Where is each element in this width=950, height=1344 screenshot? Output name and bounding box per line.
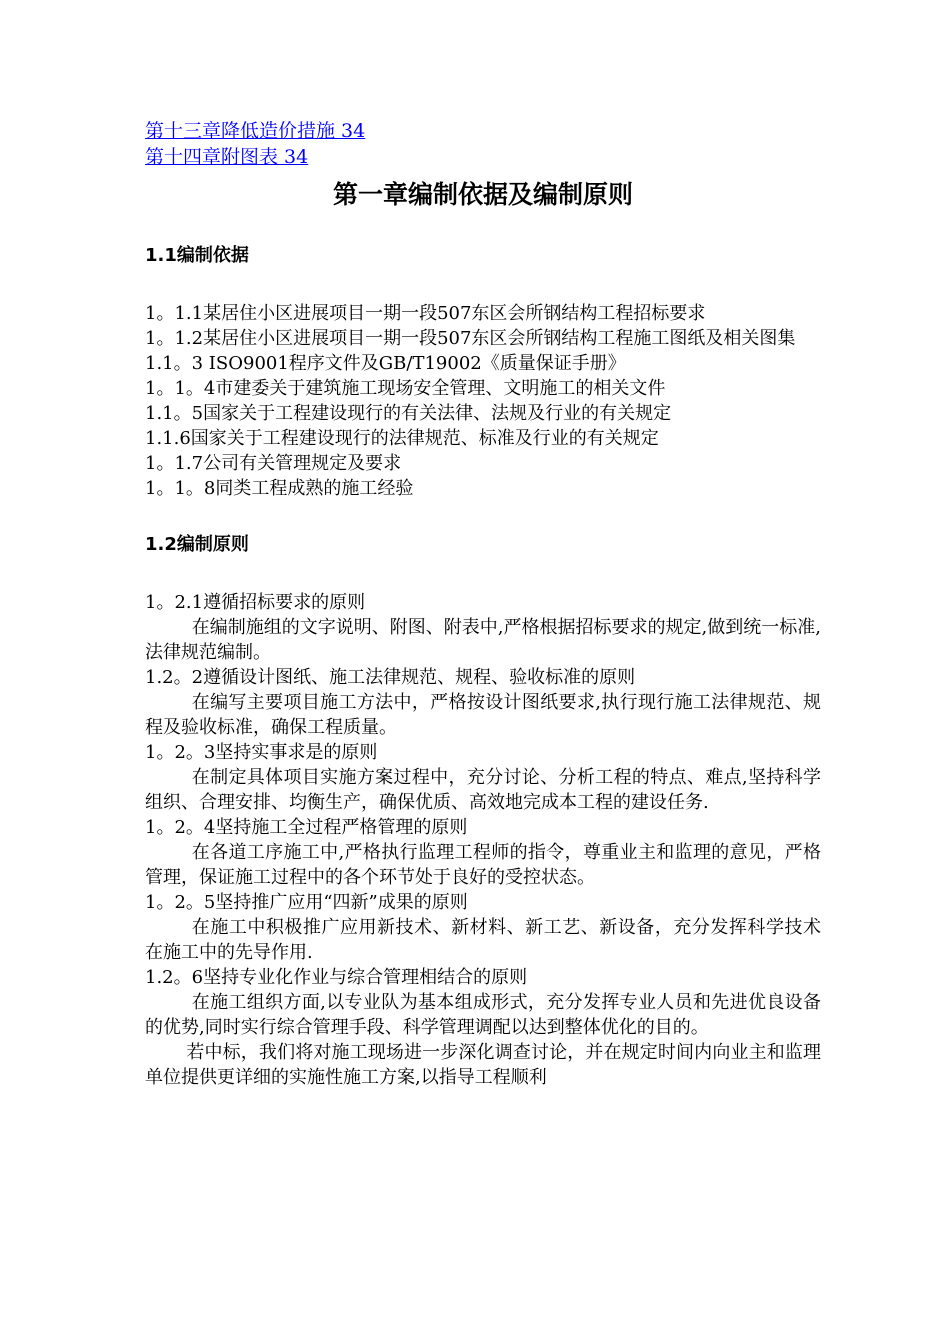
principles-list [145,590,821,1090]
toc-link-chapter-14[interactable]: 第十四章附图表 34 [145,146,309,168]
basis-item: 1。1。8同类工程成熟的施工经验 [145,478,414,499]
principle-title: 1。2。4坚持施工全过程严格管理的原则 [145,817,468,838]
basis-item: 1。1.1某居住小区进展项目一期一段507东区会所钢结构工程招标要求 [145,303,706,324]
table-of-contents [145,118,821,170]
chapter-title: 第一章编制依据及编制原则 [332,180,633,209]
closing-paragraph: 若中标，我们将对施工现场进一步深化调查讨论，并在规定时间内向业主和监理单位提供更详细的实施性施工方案,以指导工程顺利 [145,1042,821,1088]
basis-item: 1.1.6国家关于工程建设现行的法律规范、标准及行业的有关规定 [145,428,659,449]
principle-title: 1。2.1遵循招标要求的原则 [145,592,366,613]
principle-body: 在施工中积极推广应用新技术、新材料、新工艺、新设备，充分发挥科学技术在施工中的先导作用. [145,917,821,963]
basis-item: 1.1。3 ISO9001程序文件及GB/T19002《质量保证手册》 [145,353,626,374]
section-heading-principles: 1.2编制原则 [145,534,249,555]
principle-title: 1.2。2遵循设计图纸、施工法律规范、规程、验收标准的原则 [145,667,636,688]
principle-body: 在制定具体项目实施方案过程中，充分讨论、分析工程的特点、难点,坚持科学组织、合理安排、均衡生产，确保优质、高效地完成本工程的建设任务. [145,767,821,813]
principle-title: 1。2。5坚持推广应用“四新”成果的原则 [145,892,468,913]
principle-body: 在编写主要项目施工方法中，严格按设计图纸要求,执行现行施工法律规范、规程及验收标准，确保工程质量。 [145,692,821,738]
basis-item: 1。1.2某居住小区进展项目一期一段507东区会所钢结构工程施工图纸及相关图集 [145,328,796,349]
basis-list [145,301,821,501]
basis-item: 1。1。4市建委关于建筑施工现场安全管理、文明施工的相关文件 [145,378,666,399]
principle-body: 在施工组织方面,以专业队为基本组成形式，充分发挥专业人员和先进优良设备的优势,同时实行综合管理手段、科学管理调配以达到整体优化的目的。 [145,992,821,1038]
basis-item: 1.1。5国家关于工程建设现行的有关法律、法规及行业的有关规定 [145,403,672,424]
principle-body: 在各道工序施工中,严格执行监理工程师的指令，尊重业主和监理的意见，严格管理，保证施工过程中的各个环节处于良好的受控状态。 [145,842,821,888]
document-page [145,118,821,1090]
section-heading-basis: 1.1编制依据 [145,245,249,266]
principle-body: 在编制施组的文字说明、附图、附表中,严格根据招标要求的规定,做到统一标准,法律规范编制。 [145,617,821,663]
principle-title: 1.2。6坚持专业化作业与综合管理相结合的原则 [145,967,528,988]
basis-item: 1。1.7公司有关管理规定及要求 [145,453,402,474]
principle-title: 1。2。3坚持实事求是的原则 [145,742,378,763]
toc-link-chapter-13[interactable]: 第十三章降低造价措施 34 [145,120,366,142]
